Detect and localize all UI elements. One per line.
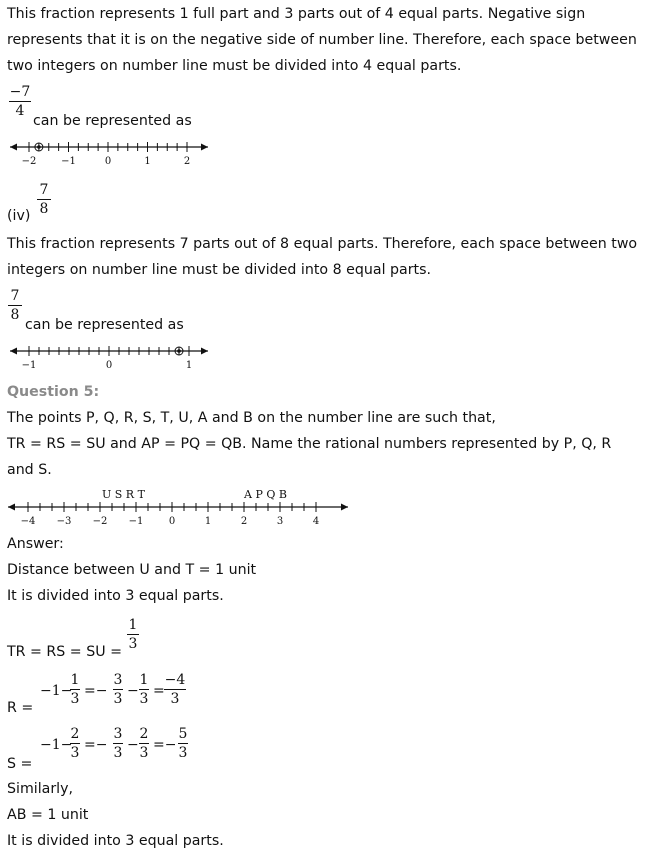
arrow-left-icon bbox=[10, 144, 17, 151]
tick-label: −3 bbox=[56, 516, 72, 527]
tick-label: 1 bbox=[185, 360, 193, 371]
tick-label: 0 bbox=[105, 360, 113, 371]
fraction-minus7-over-4: −7 4 bbox=[9, 84, 31, 119]
arrow-right-icon bbox=[201, 348, 208, 355]
marked-point-dot bbox=[177, 349, 181, 353]
paragraph-line: integers on number line must be divided into 8 equal parts. bbox=[7, 262, 432, 278]
tick-label: −1 bbox=[21, 360, 37, 371]
tick-label: −1 bbox=[128, 516, 144, 527]
answer-text: It is divided into 3 equal parts. bbox=[7, 588, 224, 604]
tick-label: −2 bbox=[21, 156, 37, 167]
paragraph-line: two integers on number line must be divided into 4 equal parts. bbox=[7, 58, 462, 74]
tick-label: 0 bbox=[168, 516, 176, 527]
r-label: R = bbox=[7, 700, 34, 716]
number-line-eighths bbox=[8, 342, 228, 372]
question-heading: Question 5: bbox=[7, 384, 100, 400]
question-text: and S. bbox=[7, 462, 52, 478]
tick-label: 2 bbox=[240, 516, 248, 527]
point-letters-left: U S R T bbox=[102, 488, 145, 501]
paragraph-line: This fraction represents 7 parts out of 8 equal parts. Therefore, each space between two bbox=[7, 236, 638, 252]
arrow-right-icon bbox=[201, 144, 208, 151]
ab-unit-text: AB = 1 unit bbox=[7, 807, 89, 823]
represented-as-text: can be represented as bbox=[33, 113, 192, 129]
arrow-left-icon bbox=[10, 348, 17, 355]
fraction-1-over-3: 1 3 bbox=[128, 617, 138, 652]
part-iv-label: (iv) bbox=[7, 208, 31, 224]
answer-label: Answer: bbox=[7, 536, 64, 552]
fraction-7-over-8: 7 8 bbox=[8, 288, 22, 323]
question-text: The points P, Q, R, S, T, U, A and B on the number line are such that, bbox=[7, 410, 496, 426]
similarly-text: Similarly, bbox=[7, 781, 74, 797]
marked-point-dot bbox=[37, 145, 41, 149]
answer-text: Distance between U and T = 1 unit bbox=[7, 562, 257, 578]
number-line-quarters bbox=[8, 138, 228, 168]
tick-label: −2 bbox=[92, 516, 108, 527]
tick-label: 3 bbox=[276, 516, 284, 527]
question-text: TR = RS = SU and AP = PQ = QB. Name the rational numbers represented by P, Q, R bbox=[7, 436, 612, 452]
equal-parts-equation: TR = RS = SU = bbox=[7, 644, 122, 660]
arrow-right-icon bbox=[341, 504, 348, 511]
fraction-7-over-8: 7 8 bbox=[37, 182, 51, 217]
s-label: S = bbox=[7, 756, 33, 772]
point-letters-right: A P Q B bbox=[244, 488, 287, 501]
tick-label: −1 bbox=[61, 156, 76, 167]
paragraph-line: represents that it is on the negative side of number line. Therefore, each space between bbox=[7, 32, 637, 48]
tick-label: 2 bbox=[183, 156, 191, 167]
divided-text: It is divided into 3 equal parts. bbox=[7, 833, 224, 849]
tick-label: 4 bbox=[312, 516, 320, 527]
tick-label: 1 bbox=[204, 516, 212, 527]
tick-label: −4 bbox=[20, 516, 36, 527]
tick-label: 1 bbox=[144, 156, 151, 167]
number-line-points bbox=[6, 486, 356, 530]
paragraph-line: This fraction represents 1 full part and 3 parts out of 4 equal parts. Negative sign bbox=[7, 6, 586, 22]
arrow-left-icon bbox=[8, 504, 15, 511]
represented-as-text: can be represented as bbox=[25, 317, 184, 333]
tick-label: 0 bbox=[104, 156, 112, 167]
